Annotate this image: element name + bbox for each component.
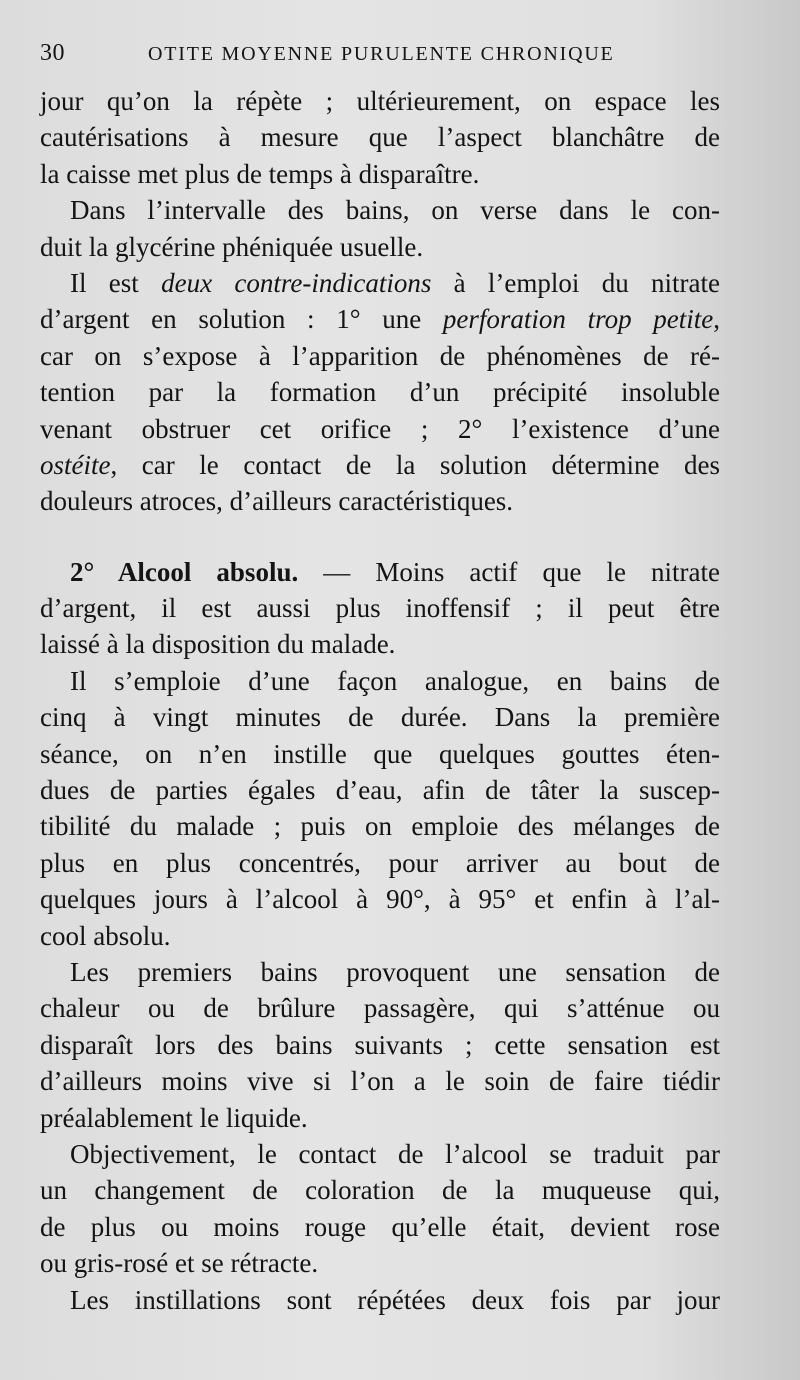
text-line: Dans l’intervalle des bains, on verse dans le con-	[70, 195, 720, 226]
italic-term: ostéite	[40, 449, 111, 480]
text-line: laissé à la disposition du malade.	[40, 629, 396, 660]
italic-term: perforation trop petite	[442, 304, 714, 335]
text-line: plus en plus concentrés, pour arriver au bout de	[40, 847, 720, 878]
text-line: préalablement le liquide.	[40, 1102, 308, 1133]
text-line: cool absolu.	[40, 920, 171, 951]
text-line: venant obstruer cet orifice ; 2° l’existence d’une	[40, 413, 720, 444]
text-line: Il s’emploie d’une façon analogue, en bains de	[70, 665, 720, 696]
text-line: tibilité du malade ; puis on emploie des mélanges de	[40, 811, 720, 842]
italic-term: deux contre-indications	[161, 267, 432, 298]
line-text: d’argent en solution : 1° une	[40, 304, 443, 335]
line-text: Il est	[70, 267, 162, 298]
page-header	[40, 36, 720, 76]
text-line: un changement de coloration de la muqueuse qui,	[40, 1175, 720, 1206]
section-heading: 2° Alcool absolu.	[70, 556, 299, 587]
text-line: ou gris-rosé et se rétracte.	[40, 1248, 319, 1279]
text-line: disparaît lors des bains suivants ; cette sensation est	[40, 1029, 720, 1060]
line-text: — Moins actif que le nitrate	[298, 556, 720, 587]
text-line	[40, 301, 720, 337]
text-line: séance, on n’en instille que quelques gouttes éten-	[40, 738, 720, 769]
text-line: Les premiers bains provoquent une sensation de	[70, 956, 720, 987]
paragraph-gap	[40, 520, 720, 554]
text-line: dues de parties égales d’eau, afin de tâter la suscep-	[40, 775, 720, 806]
text-line: cinq à vingt minutes de durée. Dans la première	[40, 702, 720, 733]
text-line: cautérisations à mesure que l’aspect blanchâtre de	[40, 122, 720, 153]
text-line	[40, 447, 720, 483]
line-text: ,	[713, 304, 721, 335]
text-line: de plus ou moins rouge qu’elle était, devient rose	[40, 1211, 720, 1242]
line-text: , car le contact de la solution détermine des	[110, 449, 720, 480]
text-line: quelques jours à l’alcool à 90°, à 95° et enfin à l’al-	[40, 884, 720, 915]
text-line: car on s’expose à l’apparition de phénomènes de ré-	[40, 340, 720, 371]
page-number: 30	[40, 40, 65, 66]
text-line: d’argent, il est aussi plus inoffensif ; il peut être	[40, 593, 720, 624]
text-line	[40, 265, 720, 301]
text-line: chaleur ou de brûlure passagère, qui s’atténue ou	[40, 993, 720, 1024]
text-line: Les instillations sont répétées deux fois par jour	[70, 1284, 720, 1315]
body-text	[40, 83, 720, 1318]
text-line: tention par la formation d’un précipité insoluble	[40, 377, 720, 408]
line-text: à l’emploi du nitrate	[431, 267, 720, 298]
running-title: OTITE MOYENNE PURULENTE CHRONIQUE	[148, 43, 615, 65]
text-line: d’ailleurs moins vive si l’on a le soin de faire tiédir	[40, 1066, 720, 1097]
text-line: duit la glycérine phéniquée usuelle.	[40, 231, 424, 262]
text-line: Objectivement, le contact de l’alcool se traduit par	[70, 1138, 720, 1169]
text-line: douleurs atroces, d’ailleurs caractéristiques.	[40, 486, 514, 517]
text-line: jour qu’on la répète ; ultérieurement, on espace les	[40, 86, 720, 116]
section-heading-line	[40, 554, 720, 590]
text-line: la caisse met plus de temps à disparaître.	[40, 158, 480, 189]
